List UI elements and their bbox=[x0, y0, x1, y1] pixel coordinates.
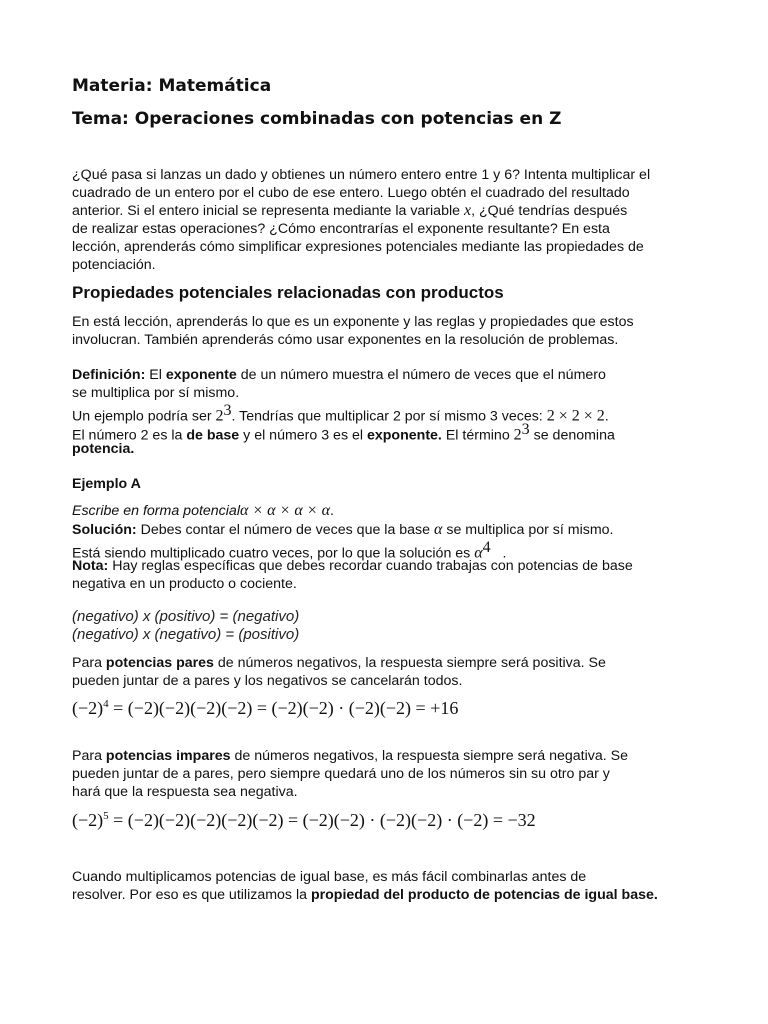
intro-line: anterior. Si el entero inicial se representa mediante la variable x, ¿Qué tendrías después bbox=[72, 202, 628, 219]
definition-line: Definición: El exponente de un número muestra el número de veces que el número bbox=[72, 367, 606, 383]
definition-line: potencia. bbox=[72, 441, 135, 457]
closing-line: resolver. Por eso es que utilizamos la propiedad del producto de potencias de igual base. bbox=[72, 887, 658, 903]
example-line: Escribe en forma potencialα × α × α × α. bbox=[72, 502, 334, 519]
subject-heading: Materia: Matemática bbox=[72, 76, 272, 96]
section-heading: Propiedades potenciales relacionadas con productos bbox=[72, 283, 504, 302]
intro-line: de realizar estas operaciones? ¿Cómo encontrarías el exponente resultante? En esta bbox=[72, 221, 610, 237]
intro-line: lección, aprenderás cómo simplificar expresiones potenciales mediante las propiedades de bbox=[72, 239, 644, 255]
odd-line: Para potencias impares de números negativos, la respuesta siempre será negativa. Se bbox=[72, 748, 628, 764]
definition-line: Un ejemplo podría ser $2^3$. Tendrías que multiplicar 2 por sí mismo 3 veces: 2 × 2 × 2. bbox=[72, 402, 609, 425]
variable-x: x bbox=[463, 202, 472, 219]
odd-power-equation: $(-2)^5 = (-2)(-2)(-2)(-2)(-2) = (-2)(-2) \cdot (-2)(-2) \cdot (-2) = -32$ bbox=[72, 810, 536, 830]
closing-line: Cuando multiplicamos potencias de igual base, es más fácil combinarlas antes de bbox=[72, 869, 587, 885]
sign-rule: (negativo) x (negativo) = (positivo) bbox=[72, 626, 300, 643]
even-line: pueden juntar de a pares y los negativos se cancelarán todos. bbox=[72, 673, 463, 689]
intro-line: ¿Qué pasa si lanzas un dado y obtienes un número entero entre 1 y 6? Intenta multiplicar el bbox=[72, 167, 651, 183]
odd-line: hará que la respuesta sea negativa. bbox=[72, 784, 298, 800]
section-paragraph-line: involucran. También aprenderás cómo usar exponentes en la resolución de problemas. bbox=[72, 332, 619, 348]
product-expression: 2 × 2 × 2 bbox=[546, 407, 605, 425]
example-heading: Ejemplo A bbox=[72, 476, 141, 492]
section-paragraph-line: En está lección, aprenderás lo que es un exponente y las reglas y propiedades que estos bbox=[72, 314, 634, 330]
example-line: Está siendo multiplicado cuatro veces, por lo que la solución es $\alpha^4$ . bbox=[72, 539, 507, 562]
note-line: Nota: Hay reglas específicas que debes recordar cuando trabajas con potencias de base bbox=[72, 558, 633, 574]
intro-line: potenciación. bbox=[72, 257, 156, 273]
odd-line: pueden juntar de a pares, pero siempre quedará uno de los números sin su otro par y bbox=[72, 766, 610, 782]
definition-line: El número 2 es la de base y el número 3 es el exponente. El término $2^3$ se denomina bbox=[72, 421, 615, 444]
topic-heading: Tema: Operaciones combinadas con potencias en Z bbox=[72, 109, 562, 129]
example-line: Solución: Debes contar el número de veces que la base α se multiplica por sí mismo. bbox=[72, 521, 614, 538]
even-line: Para potencias pares de números negativos, la respuesta siempre será positiva. Se bbox=[72, 655, 606, 671]
sign-rule: (negativo) x (positivo) = (negativo) bbox=[72, 608, 300, 625]
definition-line: se multiplica por sí mismo. bbox=[72, 385, 240, 401]
even-power-equation: $(-2)^4 = (-2)(-2)(-2)(-2) = (-2)(-2) \cdot (-2)(-2) = +16$ bbox=[72, 698, 459, 718]
note-line: negativa en un producto o cociente. bbox=[72, 576, 297, 592]
alpha-expression: α × α × α × α bbox=[239, 502, 330, 519]
intro-line: cuadrado de un entero por el cubo de ese entero. Luego obtén el cuadrado del resultado bbox=[72, 185, 630, 201]
